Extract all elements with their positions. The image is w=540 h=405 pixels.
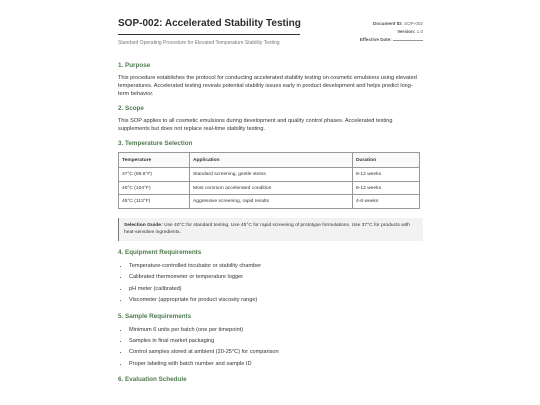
effective-date-blank (393, 36, 423, 41)
column-header: Application (190, 153, 353, 168)
column-header: Temperature (119, 153, 190, 168)
temperature-table (118, 152, 420, 209)
section-heading: 4. Equipment Requirements (118, 248, 202, 256)
table-cell: 4-6 weeks (353, 195, 420, 209)
callout-label: Selection Guide: (124, 222, 163, 228)
table-cell: 37°C (98.6°F) (119, 168, 190, 182)
table-cell: 8-12 weeks (353, 168, 420, 182)
section-equipment (118, 249, 423, 307)
section-heading: 5. Sample Requirements (118, 312, 192, 320)
table-header-row (119, 153, 420, 168)
doc-id-label: Document ID: (372, 21, 403, 26)
effective-date-label: Effective Date: (359, 37, 392, 42)
list-item: • Calibrated thermometer or temperature logger (129, 272, 423, 283)
section-paragraph: This SOP applies to all cosmetic emulsions during development and quality control phases. Accelerated testing supplements but does not replace real-time stability testing. (118, 118, 393, 133)
document-title: SOP-002: Accelerated Stability Testing (118, 18, 300, 35)
section-evaluation (118, 376, 423, 383)
doc-id-line (360, 20, 423, 28)
document-header (118, 18, 423, 46)
table-row (119, 168, 420, 182)
list-item: • Proper labeling with batch number and sample ID (129, 359, 423, 370)
section-heading: 1. Purpose (118, 62, 151, 69)
table-cell: 40°C (104°F) (119, 181, 190, 195)
callout-text: Use 40°C for standard testing. Use 45°C for rapid screening of prototype formulations. Use 37°C for products with heat-sensitive ingredients. (124, 222, 410, 236)
table-cell: Most common accelerated condition (190, 181, 353, 195)
section-temperature (118, 140, 423, 241)
section-paragraph: This procedure establishes the protocol for conducting accelerated stability testing on cosmetic emulsions using elevated temperatures. Accelerated testing reveals potential stability issues early in product development and helps predict long-term behavior. (118, 75, 417, 98)
document-subtitle: Standard Operating Procedure for Elevated Temperature Stability Testing (118, 40, 280, 46)
document-body (118, 62, 423, 388)
table-cell: Aggressive screening, rapid results (190, 195, 353, 209)
column-header: Duration (353, 153, 420, 168)
section-samples (118, 313, 423, 371)
section-purpose (118, 62, 423, 98)
effective-date-line (360, 36, 423, 44)
version-value: 1.0 (416, 29, 423, 34)
section-heading: 6. Evaluation Schedule (118, 376, 187, 384)
list-item: • Samples in final market packaging (129, 336, 423, 347)
document-meta (360, 20, 423, 44)
table-cell: 8-12 weeks (353, 181, 420, 195)
section-scope (118, 105, 423, 133)
list-item: • pH meter (calibrated) (129, 284, 423, 295)
list-item: • Minimum 6 units per batch (one per timepoint) (129, 325, 423, 336)
table-row (119, 195, 420, 209)
list-item: • Temperature-controlled incubator or stability chamber (129, 261, 423, 272)
equipment-list (118, 261, 423, 307)
version-label: Version: (397, 29, 416, 34)
list-item: • Viscometer (appropriate for product viscosity range) (129, 295, 423, 306)
sample-list (118, 325, 423, 371)
doc-id-value: SOP-002 (404, 21, 423, 26)
version-line (360, 28, 423, 36)
section-heading: 3. Temperature Selection (118, 140, 193, 148)
selection-guide-callout (118, 218, 423, 241)
table-cell: Standard screening, gentle stress (190, 168, 353, 182)
section-heading: 2. Scope (118, 105, 144, 113)
list-item: • Control samples stored at ambient (20-25°C) for comparison (129, 347, 423, 358)
table-cell: 45°C (113°F) (119, 195, 190, 209)
table-row (119, 181, 420, 195)
